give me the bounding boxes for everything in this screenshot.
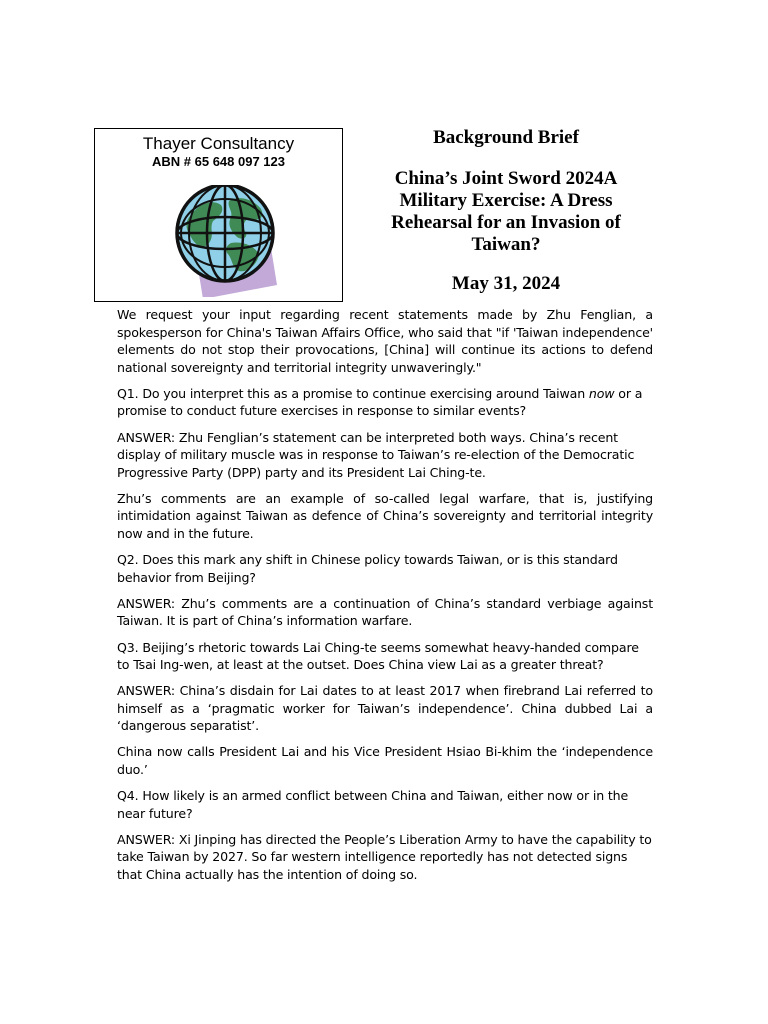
- brief-label: Background Brief: [433, 127, 579, 148]
- answer-1-continued: Zhu’s comments are an example of so-called legal warfare, that is, justifying intimidation against Taiwan as defence of China’s sovereignty and territorial integrity now and in the future.: [117, 490, 653, 542]
- company-name: Thayer Consultancy: [142, 134, 295, 153]
- brief-header: [350, 126, 662, 296]
- document-body: [117, 306, 653, 892]
- question-3: Q3. Beijing’s rhetoric towards Lai Ching-te seems somewhat heavy-handed compare to Tsai Ing-wen, at least at the outset. Does China view Lai as a greater threat?: [117, 639, 639, 673]
- question-1-emphasis: now: [588, 385, 615, 401]
- brief-title: [350, 168, 662, 256]
- company-abn: ABN # 65 648 097 123: [152, 154, 285, 169]
- question-1-text-end: or a promise to conduct future exercises in response to similar events?: [117, 385, 643, 419]
- brief-title-line: Rehearsal for an Invasion of: [391, 212, 621, 233]
- answer-3: ANSWER: China’s disdain for Lai dates to at least 2017 when firebrand Lai referred to himself as a ‘pragmatic worker for Taiwan’s independence’. China dubbed Lai a ‘dangerous separatist’.: [117, 683, 653, 734]
- answer-1: ANSWER: Zhu Fenglian’s statement can be interpreted both ways. China’s recent display of military muscle was in response to Taiwan’s re-election of the Democratic Progressive Party (DPP) party and its President Lai Ching-te.: [117, 429, 635, 480]
- brief-date: May 31, 2024: [451, 273, 561, 294]
- question-2: Q2. Does this mark any shift in Chinese policy towards Taiwan, or is this standard behavior from Beijing?: [117, 552, 618, 585]
- answer-2: ANSWER: Zhu’s comments are a continuation of China’s standard verbiage against Taiwan. It is part of China’s information warfare.: [117, 595, 653, 629]
- company-logo-box: [94, 128, 343, 302]
- globe-graphic: [169, 185, 281, 297]
- brief-title-line: China’s Joint Sword 2024A: [394, 168, 618, 189]
- brief-title-line: Taiwan?: [471, 234, 541, 255]
- answer-4: ANSWER: Xi Jinping has directed the People’s Liberation Army to have the capability to take Taiwan by 2027. So far western intelligence reportedly has not detected signs that China actually has the intention of doing so.: [117, 831, 652, 883]
- globe-icon: [169, 185, 281, 297]
- brief-title-line: Military Exercise: A Dress: [399, 190, 613, 211]
- question-4: Q4. How likely is an armed conflict between China and Taiwan, either now or in the near future?: [117, 788, 629, 821]
- answer-3-continued: China now calls President Lai and his Vice President Hsiao Bi-khim the ‘independence duo.’: [117, 744, 653, 778]
- question-1: [117, 385, 653, 420]
- question-1-text: Q1. Do you interpret this as a promise to continue exercising around Taiwan: [117, 385, 589, 401]
- intro-paragraph: We request your input regarding recent statements made by Zhu Fenglian, a spokesperson for China's Taiwan Affairs Office, who said that "if 'Taiwan independence' elements do not stop their provocations, [China] will continue its actions to defend national sovereignty and territorial integrity unwaveringly.": [117, 307, 653, 375]
